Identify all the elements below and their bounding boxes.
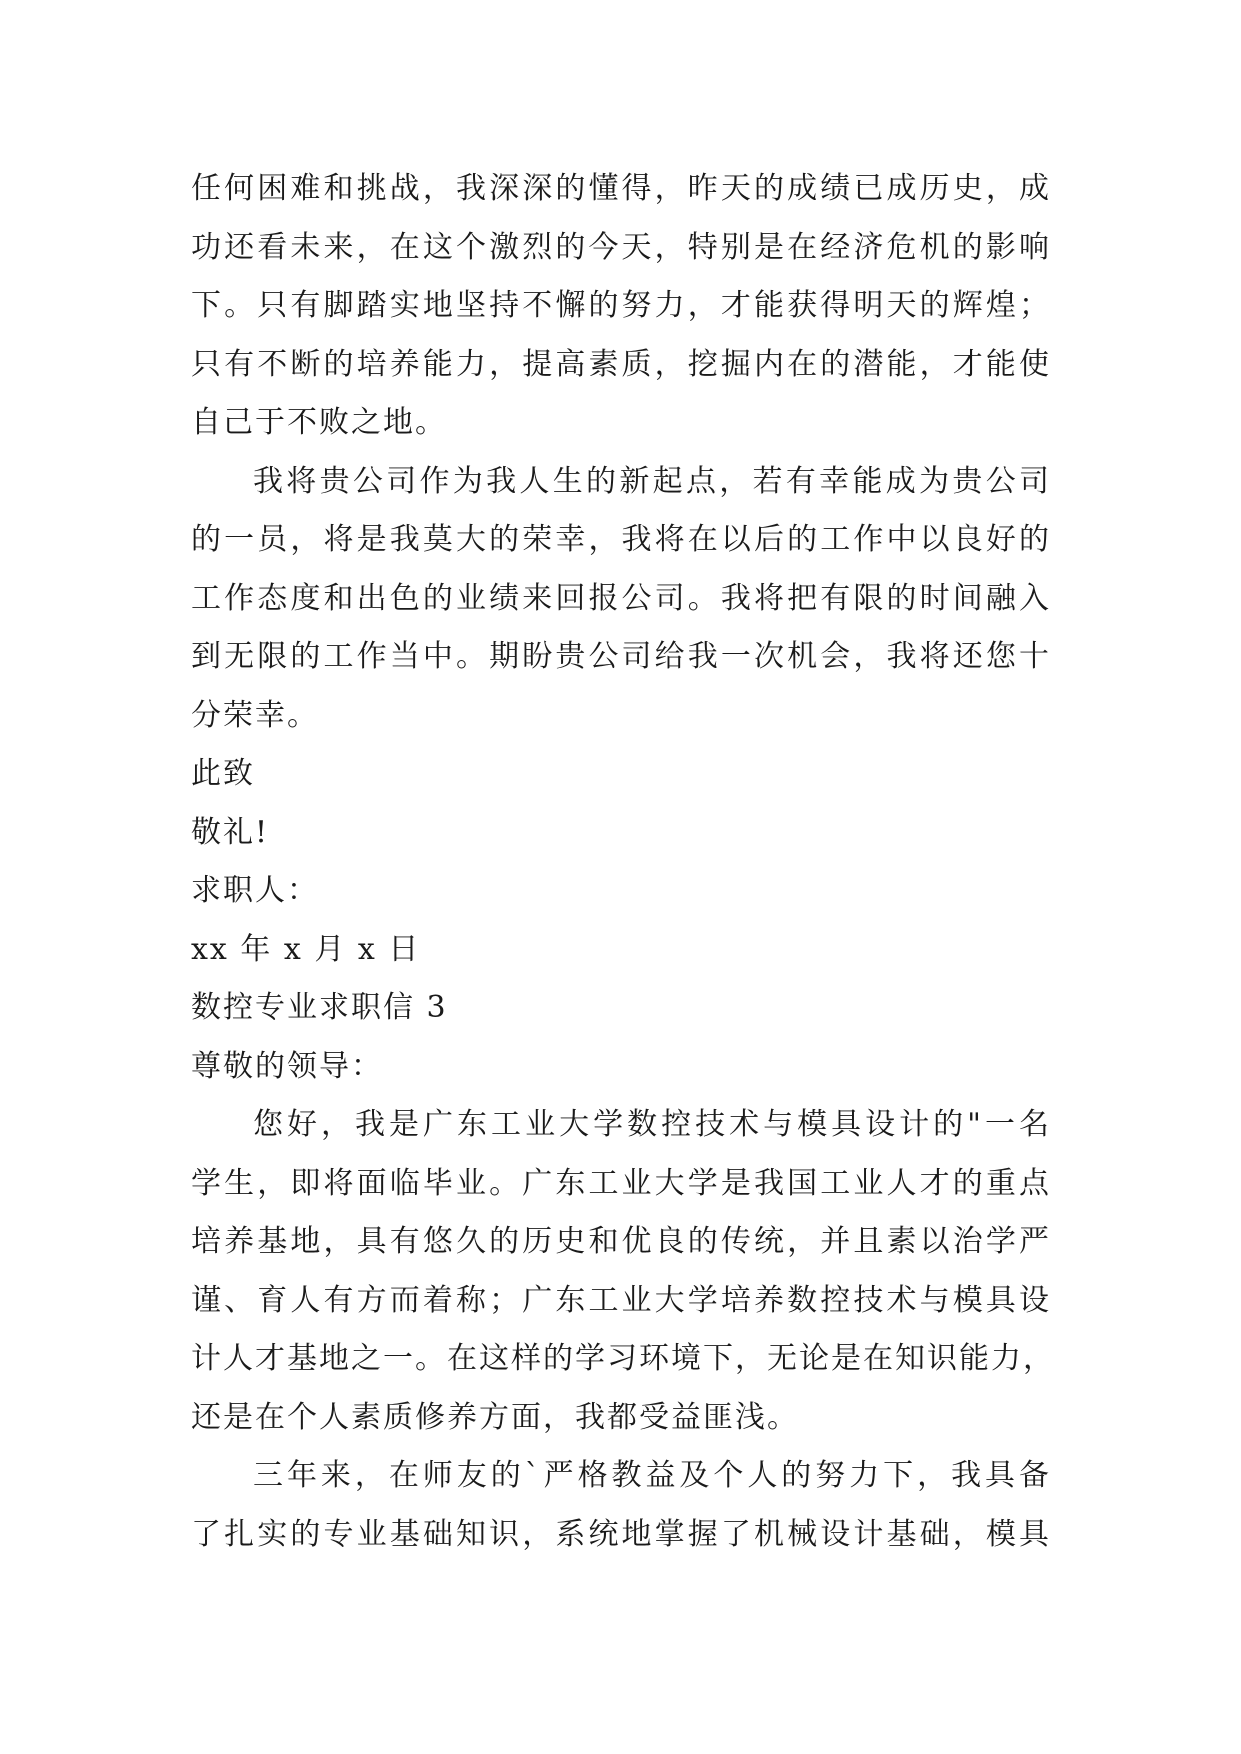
text-line: 任何困难和挑战，我深深的懂得，昨天的成绩已成历史，成 (191, 171, 1051, 206)
text-line: 我将贵公司作为我人生的新起点，若有幸能成为贵公司 (253, 463, 1051, 499)
greeting: 尊敬的领导： (191, 1048, 383, 1084)
paragraph (191, 453, 1051, 746)
document-body (191, 160, 1055, 1564)
text-line: 三年来，在师友的`严格教益及个人的努力下，我具备 (253, 1458, 1051, 1493)
paragraph (191, 1447, 1051, 1564)
text-line: 到无限的工作当中。期盼贵公司给我一次机会，我将还您十 (191, 639, 1051, 674)
paragraph (191, 1096, 1055, 1447)
text-line: 功还看未来，在这个激烈的今天，特别是在经济危机的影响 (191, 229, 1051, 265)
text-line: 了扎实的专业基础知识，系统地掌握了机械设计基础，模具 (191, 1516, 1051, 1552)
text-line: 您好，我是广东工业大学数控技术与模具设计的"一名 (253, 1107, 1051, 1142)
text-line: 下。只有脚踏实地坚持不懈的努力，才能获得明天的辉煌； (191, 288, 1051, 323)
closing-salutation: 此致 (191, 756, 255, 791)
text-line: 还是在个人素质修养方面，我都受益匪浅。 (191, 1399, 799, 1435)
text-line: 工作态度和出色的业绩来回报公司。我将把有限的时间融入 (191, 580, 1051, 616)
text-line: 学生，即将面临毕业。广东工业大学是我国工业人才的重点 (191, 1165, 1051, 1201)
closing-respect: 敬礼! (191, 814, 270, 850)
paragraph (191, 160, 1051, 453)
text-line: 谨、育人有方而着称；广东工业大学培养数控技术与模具设 (191, 1282, 1051, 1318)
text-line: 的一员，将是我莫大的荣幸，我将在以后的工作中以良好的 (191, 522, 1051, 557)
text-line: 培养基地，具有悠久的历史和优良的传统，并且素以治学严 (191, 1224, 1051, 1259)
text-line: 分荣幸。 (191, 697, 319, 733)
text-line: 自己于不败之地。 (191, 405, 447, 440)
section-title: 数控专业求职信 3 (191, 990, 448, 1025)
text-line: 只有不断的培养能力，提高素质，挖掘内在的潜能，才能使 (191, 346, 1051, 382)
text-line: 计人才基地之一。在这样的学习环境下，无论是在知识能力， (191, 1341, 1055, 1376)
signature-label: 求职人： (191, 873, 319, 908)
signature-date: xx 年 x 月 x 日 (191, 931, 421, 967)
